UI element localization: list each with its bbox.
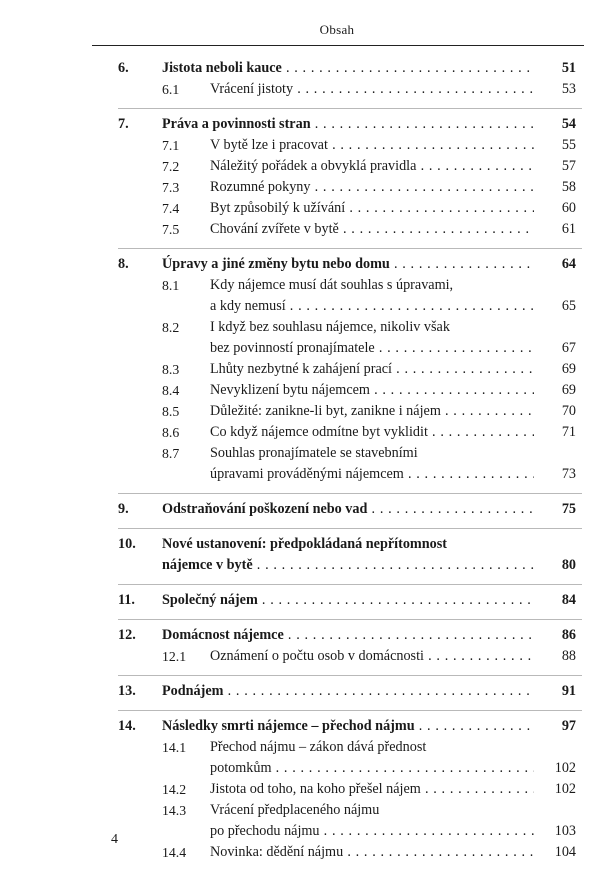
toc-chapter	[0, 681, 600, 716]
toc-line	[0, 359, 600, 380]
chapter-spacing	[0, 702, 600, 716]
section-title[interactable]: bez povinností pronajímatele . . .	[210, 338, 534, 359]
chapter-title[interactable]: Odstraňování poškození nebo vad . . .	[162, 499, 534, 520]
section-number: 7.2	[162, 159, 180, 174]
toc-line	[0, 296, 600, 317]
section-title[interactable]: I když bez souhlasu nájemce, nikoliv však	[210, 319, 450, 335]
toc-line	[0, 737, 600, 758]
section-number: 12.1	[162, 649, 187, 664]
toc-chapter	[0, 716, 600, 877]
toc-chapter	[0, 625, 600, 681]
chapter-spacing	[0, 863, 600, 877]
toc-chapter	[0, 499, 600, 534]
section-page: 67	[561, 340, 576, 356]
chapter-page: 97	[561, 718, 576, 734]
toc-line	[0, 779, 600, 800]
section-title[interactable]: Co když nájemce odmítne byt vyklidit . . .	[210, 422, 534, 443]
toc-line	[0, 317, 600, 338]
chapter-divider	[118, 710, 582, 711]
section-number: 14.4	[162, 845, 187, 860]
chapter-number: 9.	[118, 501, 129, 517]
section-title[interactable]: Vrácení předplaceného nájmu	[210, 802, 380, 818]
toc-chapter	[0, 254, 600, 499]
section-page: 53	[561, 81, 576, 97]
toc-line	[0, 758, 600, 779]
chapter-divider	[118, 108, 582, 109]
toc-line	[0, 79, 600, 100]
chapter-spacing	[0, 100, 600, 114]
section-title[interactable]: V bytě lze i pracovat . . .	[210, 135, 534, 156]
chapter-number: 10.	[118, 536, 136, 552]
chapter-page: 80	[561, 557, 576, 573]
section-number: 8.5	[162, 404, 180, 419]
chapter-spacing	[0, 611, 600, 625]
toc-line	[0, 219, 600, 240]
toc-chapter	[0, 114, 600, 254]
section-title[interactable]: Oznámení o počtu osob v domácnosti . . .	[210, 646, 534, 667]
section-page: 70	[561, 403, 576, 419]
chapter-number: 13.	[118, 683, 136, 699]
section-number: 14.2	[162, 782, 187, 797]
section-page: 69	[561, 361, 576, 377]
section-title[interactable]: Náležitý pořádek a obvyklá pravidla . . .	[210, 156, 534, 177]
section-number: 7.1	[162, 138, 180, 153]
section-title[interactable]: potomkům . . .	[210, 758, 534, 779]
section-title[interactable]: úpravami prováděnými nájemcem . . .	[210, 464, 534, 485]
toc-chapter	[0, 590, 600, 625]
toc-line	[0, 58, 600, 79]
section-page: 65	[561, 298, 576, 314]
section-page: 102	[554, 760, 576, 776]
section-title[interactable]: Důležité: zanikne-li byt, zanikne i nájem . . .	[210, 401, 534, 422]
section-title[interactable]: Byt způsobilý k užívání . . .	[210, 198, 534, 219]
toc-line	[0, 114, 600, 135]
toc-line	[0, 821, 600, 842]
toc-line	[0, 401, 600, 422]
section-number: 14.1	[162, 740, 187, 755]
section-title[interactable]: Nevyklizení bytu nájemcem . . .	[210, 380, 534, 401]
chapter-title[interactable]: Jistota neboli kauce . . .	[162, 58, 534, 79]
section-title[interactable]: Přechod nájmu – zákon dává přednost	[210, 739, 427, 755]
section-page: 104	[554, 844, 576, 860]
toc-line	[0, 625, 600, 646]
toc-line	[0, 681, 600, 702]
chapter-divider	[118, 619, 582, 620]
chapter-title[interactable]: Nové ustanovení: předpokládaná nepřítomnost	[162, 536, 447, 552]
section-title[interactable]: Novinka: dědění nájmu . . .	[210, 842, 534, 863]
chapter-number: 12.	[118, 627, 136, 643]
chapter-title[interactable]: Práva a povinnosti stran . . .	[162, 114, 534, 135]
chapter-page: 54	[561, 116, 576, 132]
toc-line	[0, 716, 600, 737]
chapter-page: 91	[561, 683, 576, 699]
section-number: 8.1	[162, 278, 180, 293]
section-page: 69	[561, 382, 576, 398]
chapter-spacing	[0, 667, 600, 681]
toc-line	[0, 177, 600, 198]
chapter-spacing	[0, 240, 600, 254]
header-rule	[92, 45, 584, 46]
section-title[interactable]: Vrácení jistoty . . .	[210, 79, 534, 100]
chapter-divider	[118, 528, 582, 529]
section-number: 7.3	[162, 180, 180, 195]
toc-line	[0, 464, 600, 485]
toc-line	[0, 254, 600, 275]
section-title[interactable]: Rozumné pokyny . . .	[210, 177, 534, 198]
toc-line	[0, 443, 600, 464]
toc-line	[0, 534, 600, 555]
toc-line	[0, 646, 600, 667]
section-number: 6.1	[162, 82, 180, 97]
toc-line	[0, 800, 600, 821]
page-number: 4	[111, 832, 118, 847]
toc-line	[0, 198, 600, 219]
toc-line	[0, 590, 600, 611]
section-number: 14.3	[162, 803, 187, 818]
section-number: 8.4	[162, 383, 180, 398]
section-page: 73	[561, 466, 576, 482]
chapter-spacing	[0, 520, 600, 534]
chapter-spacing	[0, 485, 600, 499]
chapter-spacing	[0, 576, 600, 590]
toc-line	[0, 422, 600, 443]
chapter-divider	[118, 584, 582, 585]
section-number: 8.6	[162, 425, 180, 440]
section-page: 57	[561, 158, 576, 174]
chapter-title[interactable]: Domácnost nájemce . . .	[162, 625, 534, 646]
section-title[interactable]: Kdy nájemce musí dát souhlas s úpravami,	[210, 277, 454, 293]
chapter-number: 6.	[118, 60, 129, 76]
section-page: 60	[561, 200, 576, 216]
toc-line	[0, 499, 600, 520]
section-page: 55	[561, 137, 576, 153]
running-header: Obsah	[319, 22, 355, 37]
section-title[interactable]: Souhlas pronajímatele se stavebními	[210, 445, 418, 461]
chapter-divider	[118, 675, 582, 676]
toc-line	[0, 842, 600, 863]
toc-chapter	[0, 58, 600, 114]
chapter-divider	[118, 248, 582, 249]
toc-line	[0, 156, 600, 177]
section-page: 102	[554, 781, 576, 797]
chapter-title[interactable]: Společný nájem . . .	[162, 590, 534, 611]
section-page: 103	[554, 823, 576, 839]
section-number: 8.2	[162, 320, 180, 335]
toc-line	[0, 135, 600, 156]
section-number: 8.3	[162, 362, 180, 377]
section-title[interactable]: Chování zvířete v bytě . . .	[210, 219, 534, 240]
chapter-page: 75	[561, 501, 576, 517]
section-page: 71	[561, 424, 576, 440]
chapter-number: 8.	[118, 256, 129, 272]
chapter-page: 86	[561, 627, 576, 643]
section-page: 58	[561, 179, 576, 195]
toc-line	[0, 275, 600, 296]
toc-line	[0, 338, 600, 359]
section-title[interactable]: po přechodu nájmu . . .	[210, 821, 534, 842]
toc-line	[0, 380, 600, 401]
chapter-title[interactable]: nájemce v bytě . . .	[162, 555, 534, 576]
toc-line	[0, 555, 600, 576]
section-title[interactable]: Jistota od toho, na koho přešel nájem . . .	[210, 779, 534, 800]
section-title[interactable]: Lhůty nezbytné k zahájení prací . . .	[210, 359, 534, 380]
chapter-number: 11.	[118, 592, 135, 608]
table-of-contents	[0, 58, 600, 877]
chapter-divider	[118, 493, 582, 494]
section-page: 61	[561, 221, 576, 237]
section-page: 88	[561, 648, 576, 664]
chapter-title[interactable]: Úpravy a jiné změny bytu nebo domu . . .	[162, 254, 534, 275]
chapter-page: 64	[561, 256, 576, 272]
section-number: 7.4	[162, 201, 180, 216]
chapter-page: 51	[561, 60, 576, 76]
section-number: 8.7	[162, 446, 180, 461]
chapter-number: 14.	[118, 718, 136, 734]
section-title[interactable]: a kdy nemusí . . .	[210, 296, 534, 317]
chapter-number: 7.	[118, 116, 129, 132]
chapter-page: 84	[561, 592, 576, 608]
section-number: 7.5	[162, 222, 180, 237]
chapter-title[interactable]: Podnájem . . .	[162, 681, 534, 702]
toc-chapter	[0, 534, 600, 590]
chapter-title[interactable]: Následky smrti nájemce – přechod nájmu . . .	[162, 716, 534, 737]
